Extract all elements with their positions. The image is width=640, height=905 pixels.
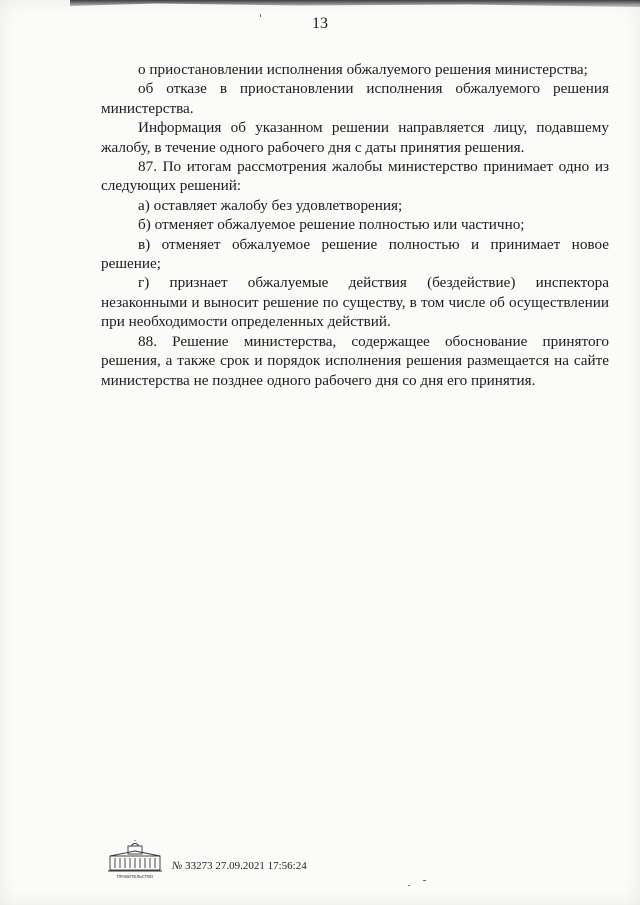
scan-top-edge	[70, 0, 640, 10]
registration-line	[172, 860, 307, 872]
paragraph-3: Информация об указанном решении направляется лицу, подавшему жалобу, в течение одного рабочего дня с даты принятия решения.	[101, 119, 609, 156]
page-number: 13	[312, 15, 328, 32]
paragraph-87: 87. По итогам рассмотрения жалобы министерство принимает одно из следующих решений:	[101, 158, 609, 195]
paragraph-2: об отказе в приостановлении исполнения обжалуемого решения министерства.	[101, 80, 609, 117]
stamp-caption: ПРАВИТЕЛЬСТВО	[116, 874, 154, 879]
document-body	[101, 60, 609, 390]
list-item-b: б) отменяет обжалуемое решение полностью или частично;	[138, 216, 525, 234]
scan-speck	[423, 880, 426, 881]
list-item-v: в) отменяет обжалуемое решение полностью и принимает новое решение;	[101, 235, 609, 273]
scan-speck	[408, 885, 410, 886]
scan-speck	[260, 14, 261, 17]
list-item-a: а) оставляет жалобу без удовлетворения;	[138, 196, 403, 214]
government-building-stamp	[107, 840, 163, 880]
registration-datetime: 27.09.2021 17:56:24	[215, 860, 307, 872]
registration-mark: №	[172, 860, 183, 872]
paragraph-1: о приостановлении исполнения обжалуемого решения министерства;	[138, 61, 588, 78]
paragraph-88: 88. Решение министерства, содержащее обоснование принятого решения, а также срок и порядок исполнения решения размещается на сайте министерства не позднее одного рабочего дня со дня его принятия.	[101, 332, 609, 389]
registration-number: 33273	[185, 860, 213, 872]
list-item-g: г) признает обжалуемые действия (бездействие) инспектора незаконными и выносит решение по существу, в том числе об осуществлении при необходимости определенных действий.	[101, 274, 609, 331]
